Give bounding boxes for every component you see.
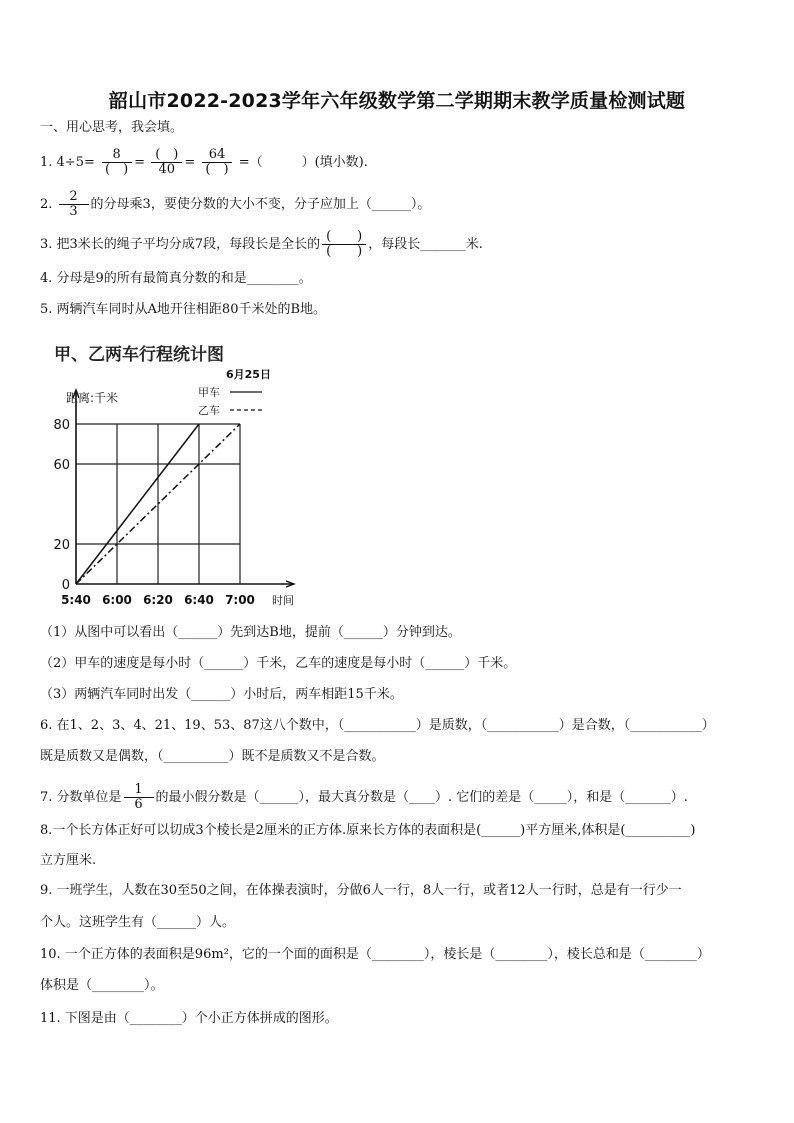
q3-text-1: 3. 把3米长的绳子平均分成7段，每段长是全长的 xyxy=(40,237,321,252)
q7-prefix: 7. 分数单位是 xyxy=(40,790,122,805)
q2-fraction: $\frac{2}{3}$ xyxy=(59,190,89,219)
y-tick-label: 60 xyxy=(53,458,70,473)
q1-fraction-2: $\frac{( )}{40}$ xyxy=(151,148,182,177)
distance-time-chart xyxy=(40,362,310,612)
question-5-2: （2）甲车的速度是每小时（______）千米，乙车的速度是每小时（______）千米。 xyxy=(40,656,517,671)
q1-fraction-1: $\frac{8}{( )}$ xyxy=(101,148,132,177)
page-title: 韶山市2022-2023学年六年级数学第二学期期末教学质量检测试题 xyxy=(108,90,686,112)
series-line xyxy=(76,424,199,584)
q1-suffix: =（ ）(填小数). xyxy=(238,155,368,170)
question-6-cont: 既是质数又是偶数，（__________）既不是质数又不是合数。 xyxy=(40,749,385,764)
q1-prefix: 1. 4÷5= xyxy=(40,155,95,170)
legend-label: 乙车 xyxy=(198,404,220,417)
question-10: 10. 一个正方体的表面积是96m²，它的一个面的面积是（________），棱长是（________），棱长总和是（________） xyxy=(40,947,710,962)
chart-date-label: 6月25日 xyxy=(226,368,271,381)
question-5: 5. 两辆汽车同时从A地开往相距80千米处的B地。 xyxy=(40,302,327,317)
q7-fraction: $\frac{1}{6}$ xyxy=(124,783,154,812)
question-9-cont: 个人。这班学生有（______）人。 xyxy=(40,915,236,930)
q1-fraction-3: $\frac{64}{( )}$ xyxy=(201,148,232,177)
question-5-1: （1）从图中可以看出（______）先到达B地，提前（______）分钟到达。 xyxy=(40,625,461,640)
x-tick-label: 6:20 xyxy=(143,593,173,607)
x-axis-label: 时间 xyxy=(272,594,294,607)
legend-label: 甲车 xyxy=(198,386,220,399)
x-tick-label: 6:00 xyxy=(102,593,132,607)
question-7 xyxy=(40,783,688,812)
question-4: 4. 分母是9的所有最简真分数的和是________。 xyxy=(40,271,312,286)
q3-fraction: $\frac{( )}{( )}$ xyxy=(322,230,366,259)
y-axis-label: 距离:千米 xyxy=(66,391,119,405)
question-6: 6. 在1、2、3、4、21、19、53、87这八个数中，（___________）是质数，（___________）是合数，（___________） xyxy=(40,718,715,733)
y-tick-label: 80 xyxy=(53,418,70,433)
question-8-cont: 立方厘米. xyxy=(40,853,97,868)
question-11: 11. 下图是由（________）个小正方体拼成的图形。 xyxy=(40,1011,338,1026)
q2-prefix: 2. xyxy=(40,197,53,212)
question-2 xyxy=(40,190,430,219)
chart-title: 甲、乙两车行程统计图 xyxy=(54,345,224,365)
q2-text: 的分母乘3，要使分数的大小不变，分子应加上（______）。 xyxy=(90,197,431,212)
x-tick-label: 7:00 xyxy=(225,593,255,607)
y-tick-label: 0 xyxy=(61,578,70,593)
y-tick-label: 20 xyxy=(53,538,70,553)
q7-text: 的最小假分数是（______），最大真分数是（____）. 它们的差是（_____），和是（_______）. xyxy=(155,790,688,805)
section-heading: 一、用心思考，我会填。 xyxy=(40,120,184,135)
question-8: 8.一个长方体正好可以切成3个棱长是2厘米的正方体.原来长方体的表面积是(______)平方厘米,体积是(__________) xyxy=(40,823,696,838)
question-3 xyxy=(40,230,483,259)
question-1: 1. 4÷5= $\frac{8}{( )}$ = $\frac{( )}{40}$ = $\frac{64}{( )}$ =（ ）(填小数). xyxy=(40,147,368,177)
x-tick-label: 6:40 xyxy=(184,593,214,607)
q3-text-2: ，每段长_______米. xyxy=(368,237,483,252)
x-tick-label: 5:40 xyxy=(61,593,91,607)
question-5-3: （3）两辆汽车同时出发（______）小时后，两车相距15千米。 xyxy=(40,687,403,702)
question-10-cont: 体积是（________）。 xyxy=(40,978,164,993)
question-9: 9. 一班学生，人数在30至50之间，在体操表演时，分做6人一行，8人一行，或者12人一行时，总是有一行少一 xyxy=(40,883,682,898)
